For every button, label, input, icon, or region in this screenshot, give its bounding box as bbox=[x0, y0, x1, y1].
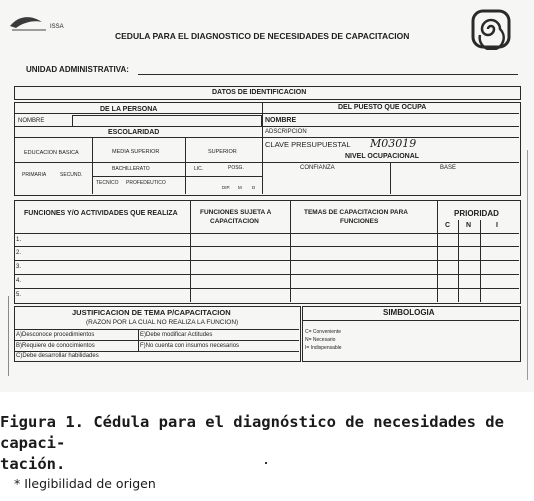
datos-identificacion-header: DATOS DE IDENTIFICACION bbox=[212, 89, 307, 96]
escolaridad-header: ESCOLARIDAD bbox=[108, 129, 160, 136]
eagle-logo-icon bbox=[8, 12, 68, 34]
col-sujeta-header-line1: FUNCIONES SUJETA A bbox=[200, 209, 272, 216]
simbologia-i: I= Indispensable bbox=[305, 345, 342, 351]
prioridad-n: N bbox=[466, 222, 472, 229]
profedeutico-label: PROFEDEUTICO bbox=[126, 180, 166, 186]
col-sujeta-header-line2: CAPACITACION bbox=[210, 218, 259, 225]
col-line bbox=[390, 162, 391, 194]
col-line bbox=[185, 137, 186, 194]
clave-presupuestal-label: CLAVE PRESUPUESTAL bbox=[265, 140, 351, 149]
puesto-header: DEL PUESTO QUE OCUPA bbox=[338, 104, 427, 111]
educacion-basica-label: EDUCACION BASICA bbox=[24, 150, 79, 156]
col-line bbox=[138, 329, 139, 351]
col-line bbox=[290, 200, 291, 302]
unidad-administrativa-line[interactable] bbox=[138, 74, 518, 75]
col-funciones-header: FUNCIONES Y/O ACTIVIDADES QUE REALIZA bbox=[24, 210, 178, 217]
reason-a: A)Desconoce procedimientos bbox=[16, 332, 95, 338]
agency-logo-text: ISSA bbox=[50, 24, 64, 30]
figure-caption bbox=[0, 412, 530, 475]
row-line bbox=[14, 162, 519, 163]
caption-line-1: Figura 1. Cédula para el diagnóstico de necesidades de capaci- bbox=[0, 413, 504, 452]
row-line bbox=[92, 176, 262, 177]
lic-label: LIC. bbox=[194, 166, 204, 172]
col-line bbox=[92, 137, 93, 194]
nivel-ocupacional-label: NIVEL OCUPACIONAL bbox=[345, 153, 420, 160]
bachillerato-label: BACHILLERATO bbox=[112, 166, 150, 172]
simbologia-c: C= Conveniente bbox=[305, 329, 341, 335]
row-line bbox=[14, 126, 519, 127]
table-row bbox=[14, 233, 519, 234]
maestria-mark: M bbox=[238, 185, 242, 190]
reason-e: E)Debe modificar Actitudes bbox=[140, 332, 213, 338]
row-line bbox=[14, 329, 299, 330]
col-line bbox=[437, 200, 438, 302]
table-row bbox=[14, 246, 519, 247]
table-row bbox=[14, 260, 519, 261]
clave-presupuestal-value[interactable]: M03019 bbox=[370, 137, 417, 150]
spiral-logo bbox=[470, 8, 512, 50]
row-number-1: 1. bbox=[16, 237, 22, 243]
row-line bbox=[14, 351, 299, 352]
media-superior-label: MEDIA SUPERIOR bbox=[112, 149, 160, 155]
row-line bbox=[14, 113, 519, 114]
nombre-puesto-label: NOMBRE bbox=[265, 117, 297, 124]
col-prioridad-header: PRIORIDAD bbox=[454, 209, 499, 218]
nombre-persona-label: NOMBRE bbox=[18, 118, 45, 124]
row-line bbox=[14, 340, 299, 341]
stray-dot bbox=[265, 462, 267, 464]
reason-c: C)Debe desarrollar habilidades bbox=[16, 353, 99, 359]
confianza-label: CONFIANZA bbox=[300, 165, 335, 171]
prioridad-i: I bbox=[496, 222, 498, 229]
persona-puesto-divider bbox=[262, 102, 263, 194]
col-temas-header-line2: FUNCIONES bbox=[340, 218, 379, 225]
posg-label: POSG. bbox=[228, 165, 244, 171]
col-temas-header-line1: TEMAS DE CAPACITACION PARA bbox=[304, 209, 408, 216]
simbologia-n: N= Necesario bbox=[305, 337, 336, 343]
reason-f: F)No cuenta con insumos necesarios bbox=[140, 343, 240, 349]
diploma-mark: DIP. bbox=[222, 185, 231, 190]
tecnico-label: TECNICO bbox=[96, 180, 119, 186]
caption-line-2: tación. bbox=[0, 455, 66, 473]
unidad-administrativa-label: UNIDAD ADMINISTRATIVA: bbox=[26, 65, 129, 74]
prioridad-c: C bbox=[445, 222, 451, 229]
justificacion-subtitle: (RAZON POR LA CUAL NO REALIZA LA FUNCION) bbox=[86, 319, 239, 326]
row-number-4: 4. bbox=[16, 278, 22, 284]
scan-edge-mark bbox=[8, 296, 9, 376]
row-line bbox=[14, 137, 519, 138]
scan-edge-mark bbox=[527, 150, 528, 380]
table-row bbox=[14, 288, 519, 289]
row-number-3: 3. bbox=[16, 264, 22, 270]
row-number-2: 2. bbox=[16, 250, 22, 256]
row-number-5: 5. bbox=[16, 292, 22, 298]
spiral-emblem-icon bbox=[470, 8, 512, 50]
table-row bbox=[14, 274, 519, 275]
col-line bbox=[190, 200, 191, 302]
simbologia-title: SIMBOLOGIA bbox=[383, 308, 435, 317]
adscripcion-label: ADSCRIPCION bbox=[265, 129, 307, 135]
row-line bbox=[302, 320, 519, 321]
superior-label: SUPERIOR bbox=[208, 149, 237, 155]
persona-header: DE LA PERSONA bbox=[100, 106, 158, 113]
footnote: * Ilegibilidad de origen bbox=[14, 476, 156, 491]
justificacion-title: JUSTIFICACION DE TEMA P/CAPACITACION bbox=[72, 308, 231, 317]
form-title: CEDULA PARA EL DIAGNOSTICO DE NECESIDADES DE CAPACITACION bbox=[115, 31, 410, 41]
primaria-label: PRIMARIA bbox=[22, 172, 47, 178]
reason-b: B)Requiere de conocimientos bbox=[16, 343, 95, 349]
secundaria-label: SECUND. bbox=[60, 172, 83, 178]
agency-logo bbox=[8, 12, 68, 34]
doctorado-mark: D bbox=[252, 185, 256, 190]
base-label: BASE bbox=[440, 165, 457, 171]
